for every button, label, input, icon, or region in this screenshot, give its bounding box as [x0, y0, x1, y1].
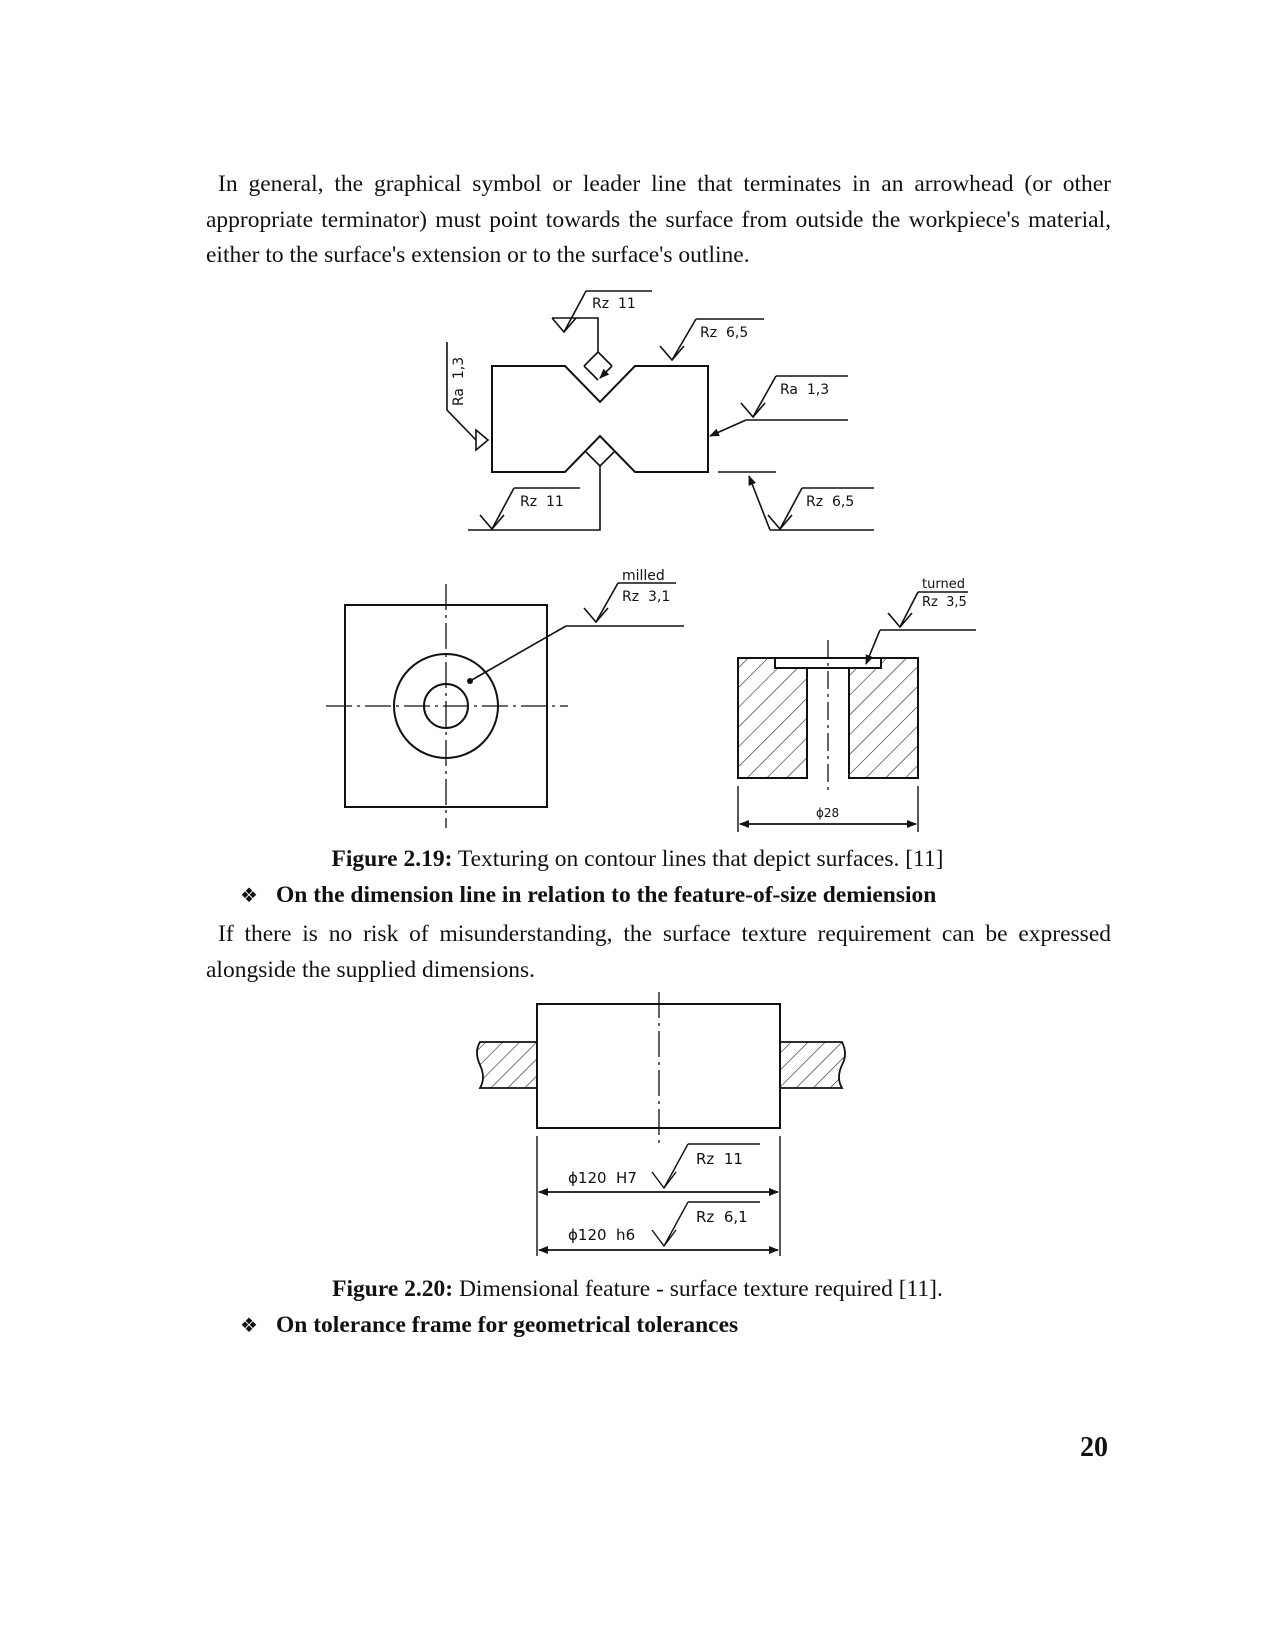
dimension-label-h7: ϕ120 H7 [568, 1169, 637, 1187]
section-heading-text: On tolerance frame for geometrical tolerances [276, 1312, 739, 1338]
turned-value-label: Rz 3,5 [922, 595, 967, 610]
texture-label-bottom-right: Rz 6,5 [806, 494, 855, 510]
figure-2-20-label: Figure 2.20: [332, 1276, 454, 1302]
section-heading-text: On the dimension line in relation to the feature-of-size demiension [276, 882, 937, 908]
texture-label-left-vertical: Ra 1,3 [451, 356, 467, 406]
diamond-bullet-icon: ❖ [240, 1313, 258, 1337]
section-heading-tolerance-frame [240, 1312, 738, 1339]
texture-label-right-upper: Ra 1,3 [780, 382, 830, 398]
turned-process-label: turned [922, 577, 965, 592]
texture-label-top-right: Rz 6,5 [700, 325, 749, 341]
diamond-bullet-icon: ❖ [240, 883, 258, 907]
texture-label-bottom-left: Rz 11 [520, 494, 564, 510]
turned-part-section [738, 640, 918, 790]
dimension-label-h6: ϕ120 h6 [568, 1226, 636, 1244]
intro-paragraph-text: In general, the graphical symbol or leader line that terminates in an arrowhead (or other appropriate terminator) must point towards the surface from outside the workpiece's material, either to the surface's extension or to the surface's outline. [206, 171, 1111, 268]
shaft-and-hole-assembly [477, 992, 845, 1146]
texture-label-h7: Rz 11 [696, 1150, 743, 1168]
figure-2-19-label: Figure 2.19: [331, 846, 453, 872]
figure-2-20-text: Dimensional feature - surface texture required [11]. [458, 1276, 943, 1302]
figure-2-20-caption [0, 1276, 1275, 1303]
texture-symbol-bottom-left [468, 452, 614, 530]
figure-2-19-text: Texturing on contour lines that depict surfaces. [11] [457, 846, 944, 872]
milled-part-centerlines [326, 584, 568, 828]
milled-process-label: milled [622, 568, 665, 584]
dimension-paragraph-text: If there is no risk of misunderstanding, the surface texture requirement can be expressed alongside the supplied dimensions. [206, 921, 1111, 983]
figure-2-20-drawing [0, 980, 1275, 1270]
texture-label-top-left: Rz 11 [592, 296, 636, 312]
figure-2-19-caption [0, 846, 1275, 873]
page-number: 20 [1080, 1432, 1108, 1463]
dimension-paragraph [206, 917, 1111, 988]
notched-block [492, 366, 708, 472]
milled-value-label: Rz 3,1 [622, 589, 671, 605]
milled-leader-dot [467, 678, 473, 684]
diameter-label: ϕ28 [816, 806, 840, 820]
section-heading-dimension-line [240, 882, 936, 909]
texture-label-h6: Rz 6,1 [696, 1208, 748, 1226]
